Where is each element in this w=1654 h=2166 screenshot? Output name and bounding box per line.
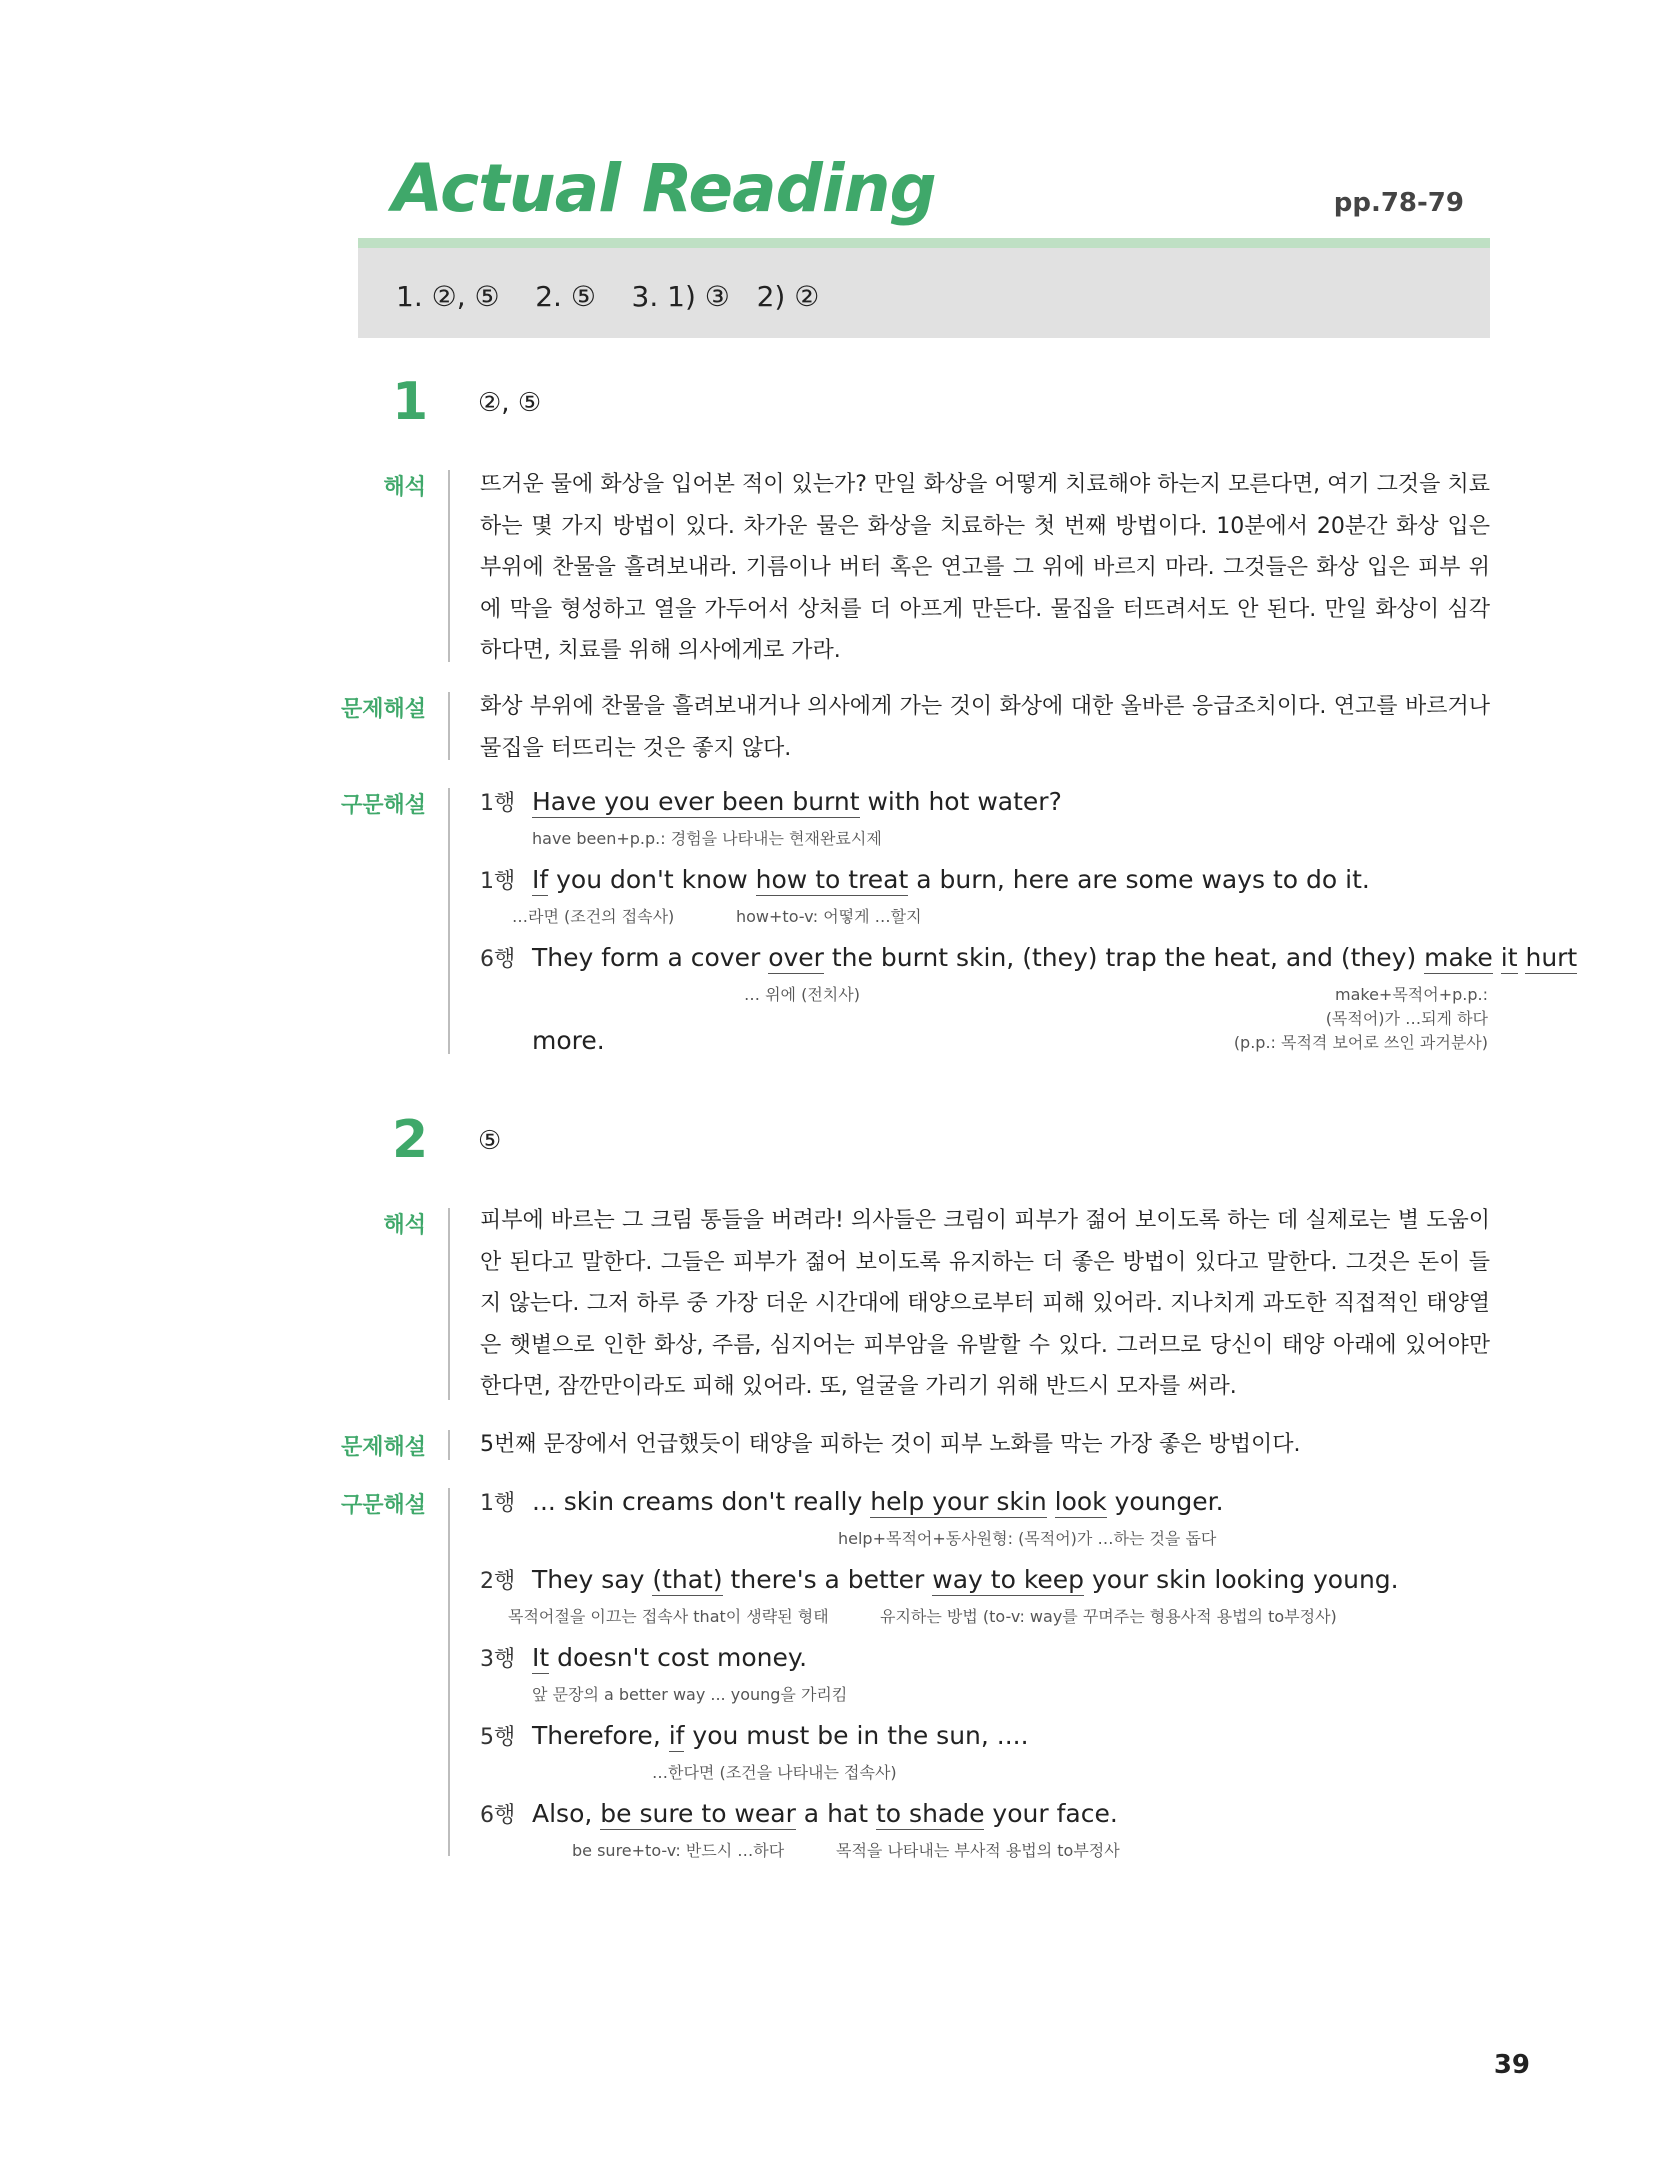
grammar-note: 앞 문장의 a better way ... young을 가리킴: [532, 1685, 848, 1704]
sentence-text: Also,: [532, 1799, 601, 1828]
underlined-phrase: over: [768, 943, 824, 972]
question-2-answer: ⑤: [478, 1126, 502, 1156]
underlined-phrase: look: [1054, 1487, 1107, 1516]
sentence-text: a hat: [795, 1799, 876, 1828]
page-range: pp.78-79: [1333, 188, 1464, 218]
q1-haeseok-divider: [448, 470, 450, 662]
underlined-phrase: If: [532, 865, 549, 894]
q1-haeseok-text: 뜨거운 물에 화상을 입어본 적이 있는가? 만일 화상을 어떻게 치료해야 하는지 모른다면, 여기 그것을 치료하는 몇 가지 방법이 있다. 차가운 물은 화상을 치료하는 첫 번째 방법이다. 10분에서 20분간 화상 입은 부위에 찬물을 흘려보내라. 기름이나 버터 혹은 연고를 그 위에 바르지 마라. 그것들은 화상 입은 피부 위에 막을 형성하고 열을 가두어서 상처를 더 아프게 만든다. 물집을 터뜨려서도 안 된다. 만일 화상이 심각하다면, 치료를 위해 의사에게로 가라.: [480, 472, 1490, 663]
grammar-note: be sure+to-v: 반드시 …하다: [572, 1841, 785, 1860]
line-ref: 6행: [480, 1803, 516, 1828]
q2-gumun-divider: [448, 1488, 450, 1856]
sentence-text: ... skin creams don't really: [532, 1487, 871, 1516]
underlined-phrase: way to keep: [932, 1565, 1085, 1594]
line-ref: 2행: [480, 1569, 516, 1594]
grammar-note: … 위에 (전치사): [744, 985, 860, 1004]
sentence-text: They form a cover: [532, 943, 769, 972]
q1-gumun-label: 구문해설: [340, 793, 426, 818]
line-ref: 6행: [480, 947, 516, 972]
grammar-note: (p.p.: 목적격 보어로 쓰인 과거분사): [1233, 1033, 1488, 1052]
line-ref: 3행: [480, 1647, 516, 1672]
q2-munje-label: 문제해설: [340, 1435, 426, 1460]
q2-munje-text: 5번째 문장에서 언급했듯이 태양을 피하는 것이 피부 노화를 막는 가장 좋은 방법이다.: [480, 1432, 1301, 1457]
sentence-text: a burn, here are some ways to do it.: [908, 865, 1370, 894]
q1-grammar-line-1: [480, 786, 1062, 817]
q2-grammar-line-4: [480, 1720, 1029, 1751]
underlined-phrase: Have you ever been burnt: [532, 787, 860, 816]
q2-grammar-line-5: [480, 1798, 1118, 1829]
line-ref: 1행: [480, 791, 516, 816]
sentence-text: the burnt skin, (they) trap the heat, and (they): [823, 943, 1425, 972]
q2-haeseok-divider: [448, 1208, 450, 1400]
underlined-phrase: hurt: [1525, 943, 1578, 972]
underlined-phrase: to shade: [876, 1799, 985, 1828]
underlined-phrase: be sure to wear: [600, 1799, 796, 1828]
q1-grammar-line-3: [480, 942, 1577, 973]
section-title: Actual Reading: [392, 150, 936, 227]
line-ref: 5행: [480, 1725, 516, 1750]
grammar-note: help+목적어+동사원형: (목적어)가 …하는 것을 돕다: [838, 1529, 1217, 1548]
q1-munje-divider: [448, 692, 450, 760]
grammar-note: make+목적어+p.p.:: [1335, 985, 1488, 1004]
grammar-note: (목적어)가 …되게 하다: [1325, 1009, 1488, 1028]
sentence-text: your skin looking young.: [1084, 1565, 1399, 1594]
sentence-text: with hot water?: [859, 787, 1062, 816]
underlined-phrase: it: [1500, 943, 1518, 972]
grammar-note: 유지하는 방법 (to-v: way를 꾸며주는 형용사적 용법의 to부정사): [880, 1607, 1337, 1626]
q2-grammar-line-2: [480, 1564, 1399, 1595]
answer-summary: 1. ②, ⑤ 2. ⑤ 3. 1) ③ 2) ②: [396, 280, 820, 313]
underlined-phrase: if: [668, 1721, 685, 1750]
sentence-text: [1493, 943, 1501, 972]
grammar-note: 목적어절을 이끄는 접속사 that이 생략된 형태: [508, 1607, 829, 1626]
page-number: 39: [1493, 2050, 1530, 2080]
grammar-note: have been+p.p.: 경험을 나타내는 현재완료시제: [532, 829, 882, 848]
q1-grammar-line-2: [480, 864, 1370, 895]
sentence-text: you must be in the sun, ....: [684, 1721, 1029, 1750]
underlined-phrase: It: [532, 1643, 550, 1672]
q2-grammar-line-3: [480, 1642, 807, 1673]
sentence-text: you don't know: [548, 865, 756, 894]
sentence-text: doesn't cost money.: [549, 1643, 808, 1672]
question-1-number: 1: [392, 372, 429, 432]
q1-haeseok-label: 해석: [383, 475, 426, 500]
underlined-phrase: how to treat: [755, 865, 909, 894]
q2-haeseok-text: 피부에 바르는 그 크림 통들을 버려라! 의사들은 크림이 피부가 젊어 보이도록 하는 데 실제로는 별 도움이 안 된다고 말한다. 그들은 피부가 젊어 보이도록 유지하는 더 좋은 방법이 있다고 말한다. 그것은 돈이 들지 않는다. 그저 하루 중 가장 더운 시간대에 태양으로부터 피해 있어라. 지나치게 과도한 직접적인 태양열은 햇볕으로 인한 화상, 주름, 심지어는 피부암을 유발할 수 있다. 그러므로 당신이 태양 아래에 있어야만 한다면, 잠깐만이라도 피해 있어라. 또, 얼굴을 가리기 위해 반드시 모자를 써라.: [480, 1208, 1490, 1399]
grammar-note: how+to-v: 어떻게 …할지: [736, 907, 922, 926]
grammar-note: …라면 (조건의 접속사): [512, 907, 675, 926]
q1-munje-text: 화상 부위에 찬물을 흘려보내거나 의사에게 가는 것이 화상에 대한 올바른 응급조치이다. 연고를 바르거나 물집을 터뜨리는 것은 좋지 않다.: [480, 694, 1490, 761]
q2-munje-divider: [448, 1430, 450, 1460]
sentence-text: [1047, 1487, 1055, 1516]
sentence-text: They say: [532, 1565, 653, 1594]
question-2-number: 2: [392, 1110, 429, 1170]
underlined-phrase: help your skin: [870, 1487, 1047, 1516]
sentence-text: there's a better: [722, 1565, 933, 1594]
q1-gumun-divider: [448, 788, 450, 1054]
q2-haeseok-label: 해석: [383, 1213, 426, 1238]
underlined-phrase: make: [1424, 943, 1493, 972]
q2-grammar-line-1: [480, 1486, 1224, 1517]
line-ref: 1행: [480, 1491, 516, 1516]
q1-grammar-line-3-cont: more.: [532, 1026, 605, 1055]
sentence-text: younger.: [1106, 1487, 1224, 1516]
grammar-note: 목적을 나타내는 부사적 용법의 to부정사: [836, 1841, 1120, 1860]
q1-munje-label: 문제해설: [340, 697, 426, 722]
sentence-text: your face.: [984, 1799, 1118, 1828]
answer-summary-bar: [358, 238, 1490, 338]
q2-gumun-label: 구문해설: [340, 1493, 426, 1518]
grammar-note: …한다면 (조건을 나타내는 접속사): [652, 1763, 897, 1782]
underlined-phrase: (that): [652, 1565, 723, 1594]
question-1-answer: ②, ⑤: [478, 388, 542, 418]
line-ref: 1행: [480, 869, 516, 894]
sentence-text: Therefore,: [532, 1721, 669, 1750]
